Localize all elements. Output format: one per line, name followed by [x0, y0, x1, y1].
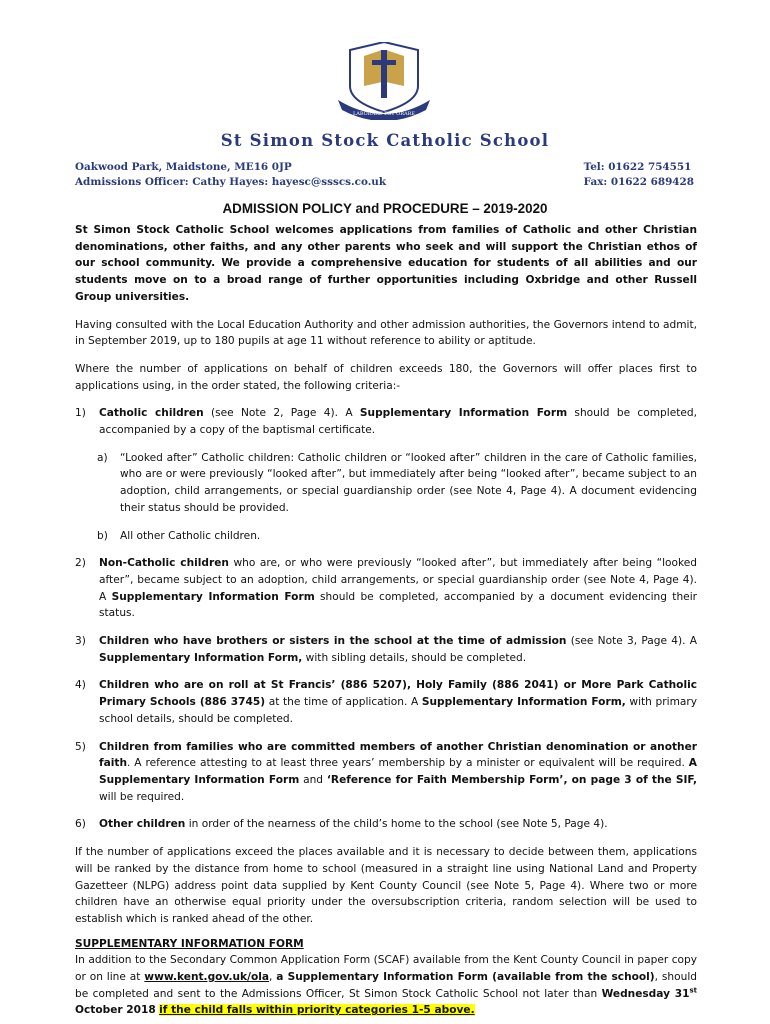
criterion-text: and [299, 773, 327, 786]
criterion-text: should be completed, accompanied by a copy of the baptismal certificate. [99, 407, 697, 437]
criterion-1a [75, 450, 697, 517]
criterion-bold: Other children [99, 818, 186, 831]
school-address: Oakwood Park, Maidstone, ME16 0JP [75, 161, 292, 173]
criterion-text: in order of the nearness of the child’s home to the school (see Note 5, Page 4). [185, 818, 608, 831]
criterion-text: with sibling details, should be completed. [302, 651, 527, 664]
criterion-bold: ‘Reference for Faith Membership Form’, on page 3 of the SIF, [326, 773, 697, 786]
school-name: St Simon Stock Catholic School [220, 131, 550, 150]
crest-icon [334, 42, 434, 120]
criterion-text: with primary school details, should be completed. [99, 696, 698, 725]
criterion-text: (see Note 3, Page 4). A [566, 635, 697, 648]
criterion-text: will be required. [99, 790, 185, 803]
criterion-text: (see Note 2, Page 4). A [203, 407, 360, 420]
criterion-text: who are, or who were previously “looked after”, but immediately after being “looked after”, became subject to an adoption, child arrangements, or special guardianship order (see Note 4, Page 4). A [99, 557, 697, 603]
contact-details-right [584, 160, 694, 190]
highlighted-condition: if the child falls within priority categories 1-5 above. [159, 1004, 475, 1017]
criterion-text: at the time of application. A [265, 696, 422, 709]
paragraph-intake: Having consulted with the Local Education Authority and other admission authorities, the Governors intend to admit, in September 2019, up to 180 pupils at age 11 without reference to ability or aptitude. [75, 318, 697, 348]
criterion-bold: Catholic children [99, 407, 204, 420]
contact-details-left [75, 160, 386, 190]
criterion-4 [75, 677, 697, 727]
paragraph-criteria: Where the number of applications on behalf of children exceeds 180, the Governors will offer places first to applications using, in the order stated, the following criteria:- [75, 362, 697, 392]
criterion-bold: Children who are on roll at St Francis’ (886 5207), Holy Family (886 2041) or More Park Catholic Primary Schools (886 3745) [99, 679, 697, 709]
kent-ola-link[interactable]: www.kent.gov.uk/ola [144, 971, 270, 984]
criterion-number: 3) [75, 635, 86, 648]
telephone: Tel: 01622 754551 [583, 161, 692, 173]
sif-text: , should be completed and sent to the Admissions Officer, St Simon Stock Catholic School not later than [75, 971, 697, 1000]
criterion-2 [75, 555, 697, 622]
svg-text:LABORARE EST ORARE: LABORARE EST ORARE [352, 111, 416, 117]
sif-text: In addition to the Secondary Common Application Form (SCAF) available from the Kent County Council in paper copy or on line at [75, 954, 697, 984]
intro-paragraph: St Simon Stock Catholic School welcomes applications from families of Catholic and other Christian denominations, other faiths, and any other parents who seek and will support the Christian ethos of our school community. We provide a comprehensive education for students of all abilities and our students move on to a broad range of further opportunities including Oxbridge and other Russell Group universities. [75, 224, 697, 303]
criterion-number: 2) [75, 557, 86, 570]
criterion-number: 6) [75, 818, 86, 831]
criterion-bold: Children from families who are committed members of another Christian denomination or another faith [99, 740, 697, 770]
criterion-number: 4) [75, 679, 86, 692]
criterion-bold: Supplementary Information Form [111, 590, 315, 603]
sif-paragraph [75, 952, 697, 1019]
criterion-text: . A reference attesting to at least three years’ membership by a minister or equivalent will be required. [127, 757, 689, 770]
school-crest-logo [334, 42, 434, 120]
criterion-bold: Supplementary Information Form [359, 407, 568, 420]
criterion-1b [75, 528, 697, 545]
criterion-bold: Children who have brothers or sisters in the school at the time of admission [99, 635, 567, 648]
criterion-bold: Supplementary Information Form, [99, 651, 303, 664]
page-title: ADMISSION POLICY and PROCEDURE – 2019-2020 [222, 201, 548, 216]
sif-text: , [269, 971, 277, 984]
sub-criterion-letter: b) [97, 529, 108, 542]
sif-deadline: Wednesday 31 [601, 987, 690, 1000]
criterion-bold: Supplementary Information Form, [421, 696, 626, 709]
criterion-number: 5) [75, 740, 86, 753]
paragraph-ranking: If the number of applications exceed the places available and it is necessary to decide between them, applications will be ranked by the distance from home to school (measured in a straight line using National Land and Property Gazetteer (NLPG) address point data supplied by Kent County Council (see Note 5, Page 4). Where two or more children have an otherwise equal priority under the oversubscription criteria, random selection will be used to establish which is ranked ahead of the other. [75, 846, 697, 925]
criterion-bold: A Supplementary Information Form [99, 757, 697, 786]
criterion-1 [75, 405, 697, 438]
criterion-3 [75, 633, 697, 666]
sif-deadline: October 2018 [75, 1004, 156, 1017]
sub-criterion-letter: a) [97, 451, 108, 464]
fax: Fax: 01622 689428 [583, 176, 694, 188]
policy-body [75, 222, 697, 1019]
sub-criterion-text: All other Catholic children. [120, 529, 261, 542]
criterion-text: should be completed, accompanied by a document evidencing their status. [99, 590, 697, 620]
criterion-5 [75, 739, 697, 806]
sif-deadline-suffix: st [689, 986, 697, 995]
criterion-bold: Non-Catholic children [99, 557, 229, 570]
admissions-officer: Admissions Officer: Cathy Hayes: hayesc@ssscs.co.uk [75, 176, 387, 188]
criterion-6 [75, 816, 697, 833]
sif-bold: a Supplementary Information Form (available from the school) [276, 971, 655, 984]
sub-criterion-text: “Looked after” Catholic children: Catholic children or “looked after” children in the care of Catholic families, who are or were previously “looked after”, but immediately after being “looked after”, became subject to an adoption, child arrangements, or special guardianship order (see Note 4, Page 4). A document evidencing their status should be provided. [120, 451, 697, 514]
sif-heading: SUPPLEMENTARY INFORMATION FORM [75, 937, 304, 950]
criterion-number: 1) [75, 407, 86, 420]
